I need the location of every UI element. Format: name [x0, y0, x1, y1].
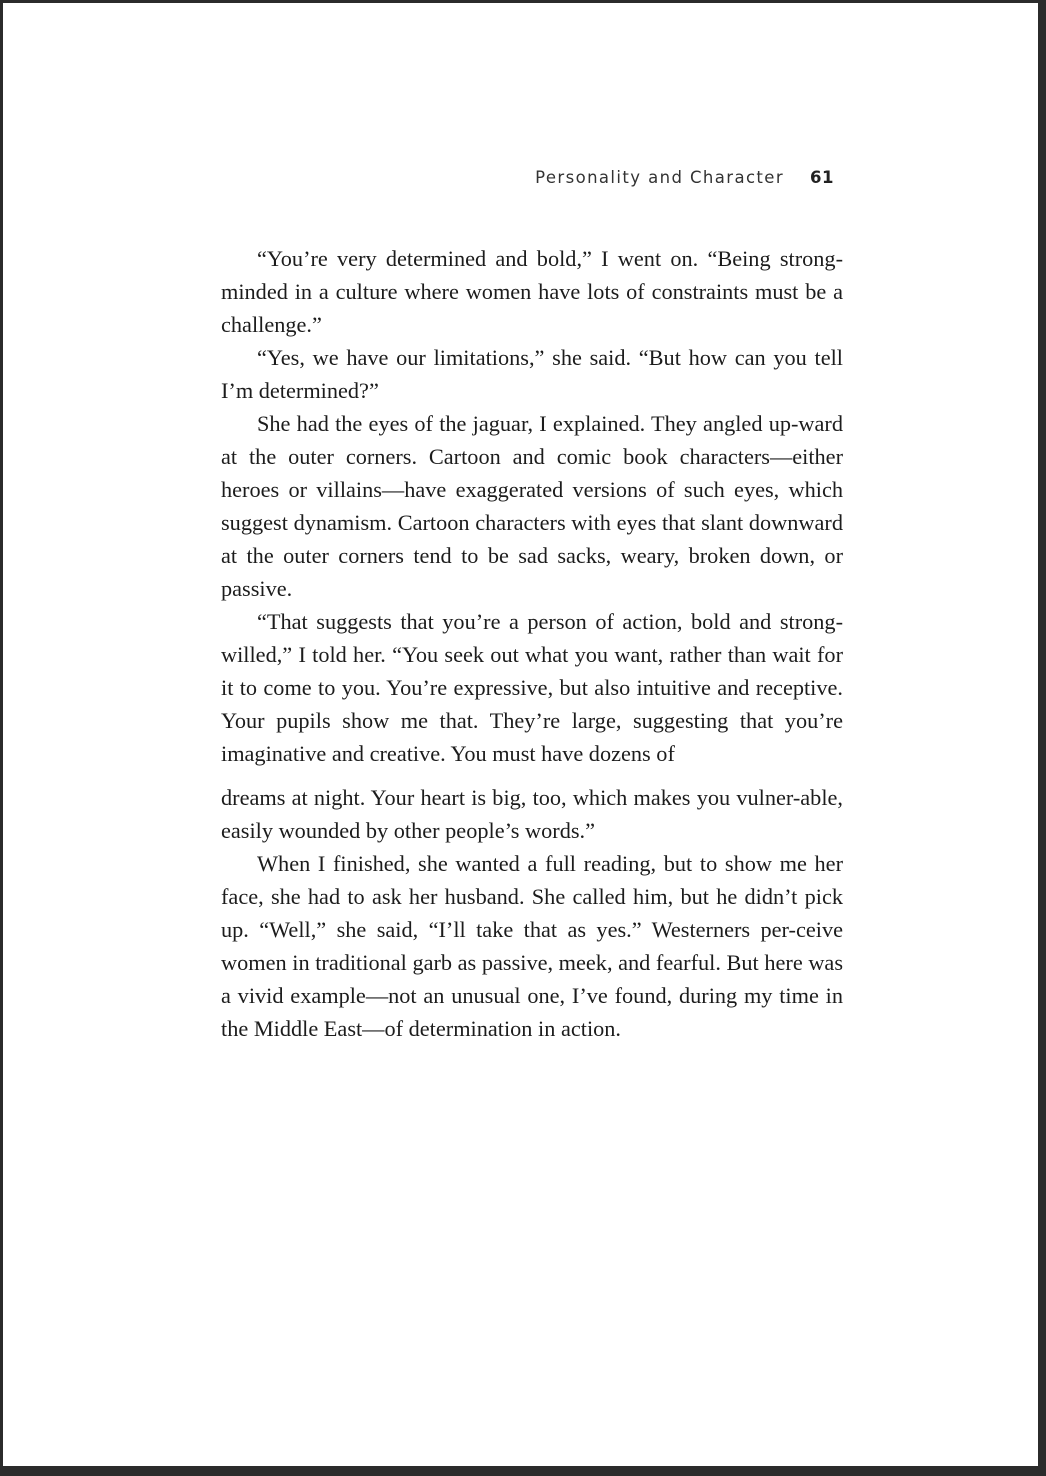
- paragraph-continued: dreams at night. Your heart is big, too, which makes you vulner-able, easily wounded by other people’s words.”: [221, 785, 843, 843]
- column-break: [221, 770, 843, 781]
- paragraph: When I finished, she wanted a full reading, but to show me her face, she had to ask her husband. She called him, but he didn’t pick up. “Well,” she said, “I’ll take that as yes.” Westerners per-ceive women in traditional garb as passive, meek, and fearful. But here was a vivid example—not an unusual one, I’ve found, during my time in the Middle East—of determination in action.: [221, 851, 843, 1041]
- chapter-title: Personality and Character: [535, 168, 785, 187]
- running-head: [535, 168, 834, 187]
- paragraph: “That suggests that you’re a person of action, bold and strong-willed,” I told her. “You seek out what you want, rather than wait for it to come to you. You’re expressive, but also intuitive and receptive. Your pupils show me that. They’re large, suggesting that you’re imaginative and creative. You must have dozens of: [221, 609, 843, 766]
- book-page: [3, 3, 1038, 1466]
- paragraph: “You’re very determined and bold,” I went on. “Being strong-minded in a culture where women have lots of constraints must be a challenge.”: [221, 246, 843, 337]
- paragraph: “Yes, we have our limitations,” she said. “But how can you tell I’m determined?”: [221, 345, 843, 403]
- page-number: 61: [810, 168, 834, 187]
- body-text: [221, 242, 843, 1045]
- paragraph: She had the eyes of the jaguar, I explained. They angled up-ward at the outer corners. Cartoon and comic book characters—either heroes or villains—have exaggerated versions of such eyes, which suggest dynamism. Cartoon characters with eyes that slant downward at the outer corners tend to be sad sacks, weary, broken down, or passive.: [221, 411, 843, 601]
